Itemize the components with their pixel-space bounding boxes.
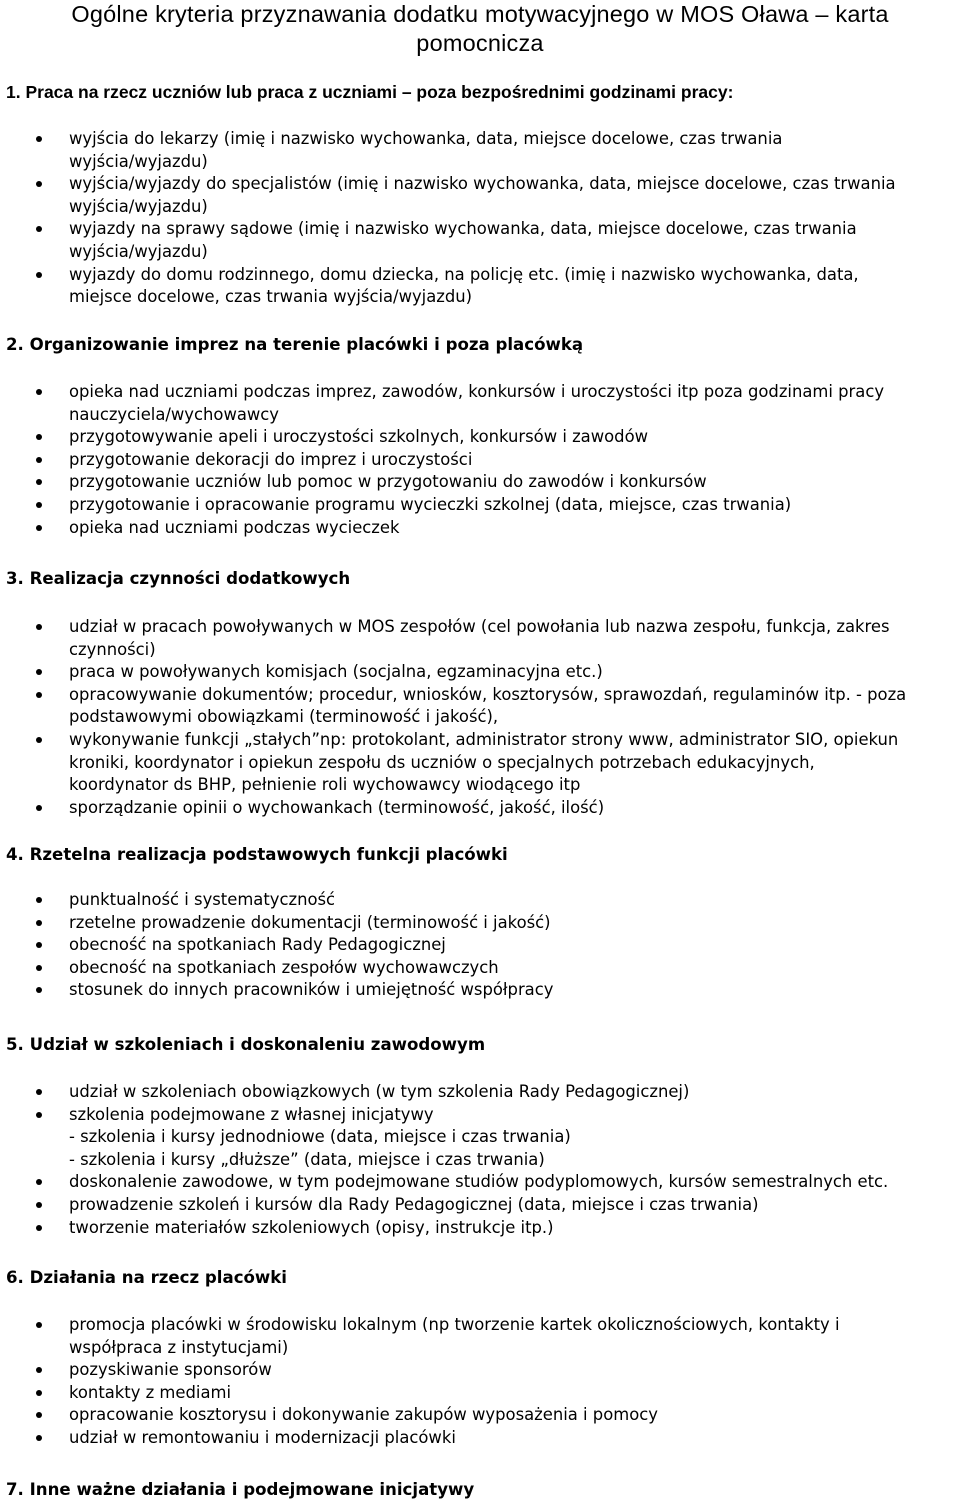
list-item [0,1081,950,1104]
bullet-icon [36,987,42,993]
list-item [0,1359,950,1382]
list-item [0,1382,950,1405]
list-item [0,1104,950,1172]
list-item-text: miejsce docelowe, czas trwania wyjścia/wyjazdu) [69,287,473,307]
list-item-text: udział w remontowaniu i modernizacji placówki [69,1427,456,1447]
list-item-text: punktualność i systematyczność [69,890,336,909]
list-item-text: wyjścia/wyjazdu) [69,151,208,171]
bullet-icon [36,1089,42,1095]
bullet-icon [36,805,42,811]
list-item [0,934,950,957]
section-5-list [0,1081,950,1239]
section-heading-2: 2. Organizowanie imprez na terenie placówki i poza placówką [6,335,584,354]
list-item-text: udział w szkoleniach obowiązkowych (w tym szkolenia Rady Pedagogicznej) [69,1082,690,1101]
list-item [0,426,950,449]
list-item-text: podstawowymi obowiązkami (terminowość i jakość), [69,707,499,727]
list-item [0,1194,950,1217]
list-item-text: rzetelne prowadzenie dokumentacji (terminowość i jakość) [69,912,551,932]
bullet-icon [36,136,42,142]
section-heading-1: 1. Praca na rzecz uczniów lub praca z uczniami – poza bezpośrednimi godzinami pracy: [6,82,734,102]
bullet-icon [36,479,42,485]
list-item-text: czynności) [69,639,156,659]
list-item-text: koordynator ds BHP, pełnienie roli wychowawcy wiodącego itp [69,775,581,795]
list-item-text: przygotowywanie apeli i uroczystości szkolnych, konkursów i zawodów [69,427,649,447]
bullet-icon [36,737,42,743]
section-heading-7: 7. Inne ważne działania i podejmowane inicjatywy [6,1480,475,1499]
bullet-icon [36,272,42,278]
section-6-list [0,1314,950,1450]
section-3-list [0,616,950,819]
list-item-text: tworzenie materiałów szkoleniowych (opisy, instrukcje itp.) [69,1217,554,1237]
bullet-icon [36,624,42,630]
list-item [0,381,950,426]
bullet-icon [36,692,42,698]
list-item-text: współpraca z instytucjami) [69,1337,289,1357]
list-item-text: doskonalenie zawodowe, w tym podejmowane studiów podyplomowych, kursów semestralnych etc. [69,1172,889,1192]
list-item [0,979,950,1002]
list-item [0,684,950,729]
list-item [0,1427,950,1450]
list-item-text: wyjścia/wyjazdu) [69,196,208,216]
list-item [0,889,950,912]
document-title [0,0,960,58]
list-item [0,957,950,980]
list-item-text: wyjścia/wyjazdy do specjalistów (imię i nazwisko wychowanka, data, miejsce docelowe, czas trwania [69,174,896,194]
list-item-text: udział w pracach powoływanych w MOS zespołów (cel powołania lub nazwa zespołu, funkcja, zakres [69,617,890,636]
list-item [0,218,950,263]
list-item [0,449,950,472]
list-item-text: kontakty z mediami [69,1382,232,1402]
list-item-text: przygotowanie dekoracji do imprez i uroczystości [69,449,473,469]
section-1-list [0,128,950,309]
bullet-icon [36,669,42,675]
list-item-text: stosunek do innych pracowników i umiejętność współpracy [69,980,554,1000]
list-item-text: - szkolenia i kursy „dłuższe” (data, miejsce i czas trwania) [69,1149,545,1169]
list-item-text: promocja placówki w środowisku lokalnym (np tworzenie kartek okolicznościowych, kontakty i [69,1315,840,1334]
list-item [0,517,950,540]
title-line-1: Ogólne kryteria przyznawania dodatku motywacyjnego w MOS Oława – karta [71,1,889,27]
list-item-text: opracowywanie dokumentów; procedur, wniosków, kosztorysów, sprawozdań, regulaminów itp. - poza [69,684,907,704]
bullet-icon [36,897,42,903]
title-line-2: pomocnicza [416,30,544,56]
list-item [0,616,950,661]
bullet-icon [36,457,42,463]
list-item-text: wyjazdy na sprawy sądowe (imię i nazwisko wychowanka, data, miejsce docelowe, czas trwania [69,219,857,239]
bullet-icon [36,1390,42,1396]
list-item-text: opracowanie kosztorysu i dokonywanie zakupów wyposażenia i pomocy [69,1405,658,1425]
section-heading-4: 4. Rzetelna realizacja podstawowych funkcji placówki [6,845,508,864]
list-item [0,1171,950,1194]
list-item-text: prowadzenie szkoleń i kursów dla Rady Pedagogicznej (data, miejsce i czas trwania) [69,1194,759,1214]
bullet-icon [36,226,42,232]
list-item-text: - szkolenia i kursy jednodniowe (data, miejsce i czas trwania) [69,1127,571,1147]
bullet-icon [36,181,42,187]
list-item [0,797,950,820]
list-item [0,1217,950,1240]
list-item [0,173,950,218]
section-heading-6: 6. Działania na rzecz placówki [6,1268,287,1287]
list-item-text: szkolenia podejmowane z własnej inicjatywy [69,1104,434,1124]
list-item-text: nauczyciela/wychowawcy [69,404,280,424]
bullet-icon [36,1367,42,1373]
list-item [0,661,950,684]
bullet-icon [36,1435,42,1441]
bullet-icon [36,1112,42,1118]
list-item-text: praca w powoływanych komisjach (socjalna, egzaminacyjna etc.) [69,662,603,682]
section-heading-5: 5. Udział w szkoleniach i doskonaleniu zawodowym [6,1035,486,1054]
list-item-text: opieka nad uczniami podczas wycieczek [69,517,400,537]
section-4-list [0,889,950,1002]
list-item-text: opieka nad uczniami podczas imprez, zawodów, konkursów i uroczystości itp poza godzinami pracy [69,382,885,401]
list-item-text: obecność na spotkaniach Rady Pedagogicznej [69,935,446,955]
section-2-list [0,381,950,539]
bullet-icon [36,434,42,440]
bullet-icon [36,1179,42,1185]
list-item [0,1404,950,1427]
bullet-icon [36,1202,42,1208]
list-item-text: wyjścia/wyjazdu) [69,241,208,261]
bullet-icon [36,942,42,948]
list-item [0,471,950,494]
list-item [0,128,950,173]
list-item-text: obecność na spotkaniach zespołów wychowawczych [69,957,499,977]
list-item [0,264,950,309]
bullet-icon [36,525,42,531]
list-item [0,912,950,935]
bullet-icon [36,389,42,395]
section-heading-3: 3. Realizacja czynności dodatkowych [6,569,351,588]
list-item-text: wyjścia do lekarzy (imię i nazwisko wychowanka, data, miejsce docelowe, czas trwania [69,129,783,148]
list-item-text: wyjazdy do domu rodzinnego, domu dziecka, na policję etc. (imię i nazwisko wychowanka, data, [69,264,859,284]
bullet-icon [36,1322,42,1328]
bullet-icon [36,920,42,926]
list-item-text: przygotowanie uczniów lub pomoc w przygotowaniu do zawodów i konkursów [69,472,707,492]
bullet-icon [36,1412,42,1418]
list-item-text: kroniki, koordynator i opiekun zespołu ds uczniów o specjalnych potrzebach edukacyjnych, [69,752,815,772]
list-item-text: pozyskiwanie sponsorów [69,1360,272,1380]
list-item [0,1314,950,1359]
bullet-icon [36,965,42,971]
list-item [0,729,950,797]
bullet-icon [36,502,42,508]
bullet-icon [36,1225,42,1231]
list-item [0,494,950,517]
list-item-text: sporządzanie opinii o wychowankach (terminowość, jakość, ilość) [69,797,605,817]
list-item-text: wykonywanie funkcji „stałych”np: protokolant, administrator strony www, administrator SIO, opiekun [69,729,899,749]
list-item-text: przygotowanie i opracowanie programu wycieczki szkolnej (data, miejsce, czas trwania) [69,494,792,514]
